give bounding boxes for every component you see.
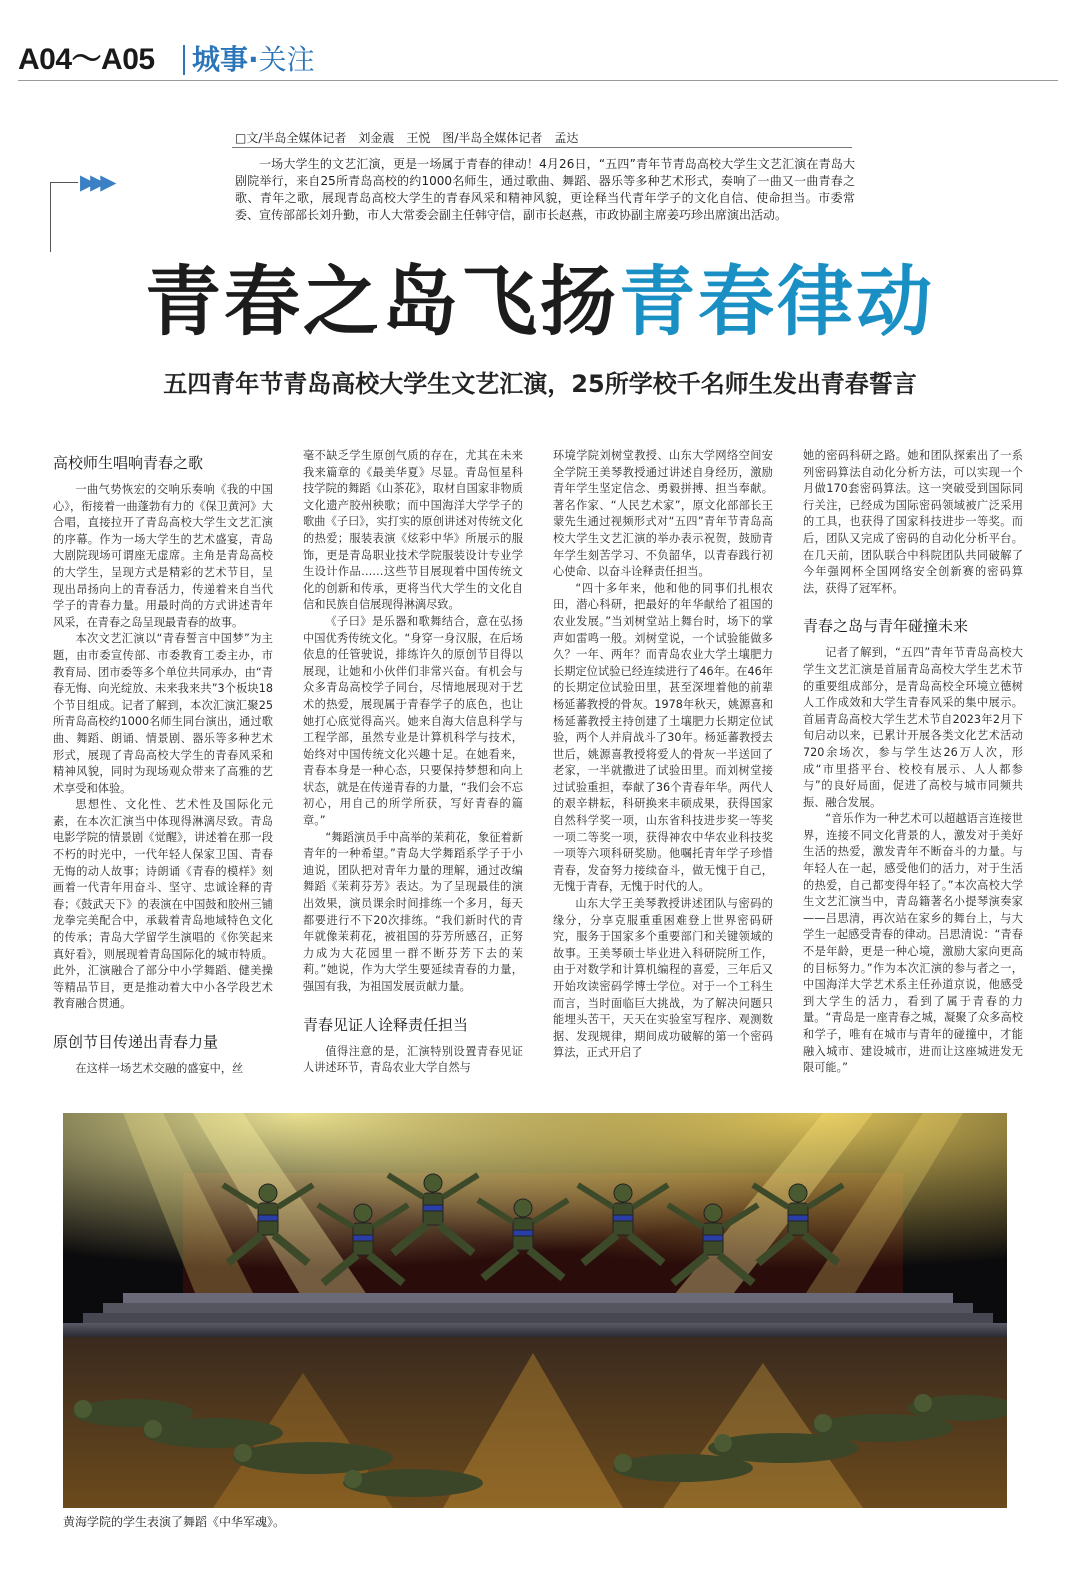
paragraph: 本次文艺汇演以“青春誓言中国梦”为主题，由市委宣传部、市委教育工委主办，市教育局、团市委等多个单位共同承办，由“青春无悔、向光绽放、未来我来共”3个板块18个节目组成。记者了解到，本次汇演汇聚25所青岛高校约1000名师生同台演出，通过歌曲、舞蹈、朗诵、情景剧、器乐等多种艺术形式，展现了青岛高校大学生的青春风采和精神风貌，同时为现场观众带来了高雅的艺术享受和体验。: [53, 632, 273, 795]
lead-bracket: [50, 182, 78, 183]
byline-rule: [232, 147, 852, 148]
arrow-icon: ▶▶▶: [80, 170, 111, 194]
paragraph: 一曲气势恢宏的交响乐奏响《我的中国心》，衔接着一曲蓬勃有力的《保卫黄河》大合唱，直接拉开了青岛高校大学生文艺汇演的序幕。作为一场大学生的艺术盛宴，青岛大剧院现场可谓座无虚席。主角是青岛高校的大学生，呈现方式是精彩的艺术节目，呈现出昂扬向上的青春活力，传递着来自当代学子的青春力量。用最时尚的方式讲述青年风采，在青春之岛呈现最青春的故事。: [53, 483, 273, 629]
section-heading: 原创节目传递出青春力量: [53, 1033, 219, 1051]
paragraph: 思想性、文化性、艺术性及国际化元素，在本次汇演当中体现得淋漓尽致。青岛电影学院的情景剧《觉醒》，讲述着在那一段不朽的时光中，一代年轻人保家卫国、青春无悔的动人故事；诗朗诵《青春的模样》刻画着一代青年用奋斗、坚守、忠诚诠释的青春；《鼓武天下》的表演在中国鼓和胶州三铺龙拳完美配合中，承载着青岛地域特色文化的传承；青岛大学留学生演唱的《你笑起来真好看》，则展现着青岛国际化的城市特质。此外，汇演融合了部分中小学舞蹈、健美操等精品节目，更是推动着大中小各学段艺术教育融合贯通。: [53, 798, 273, 1011]
performance-photo: [63, 1113, 1007, 1508]
article-column-1: [53, 448, 273, 1110]
article-column-4: [803, 448, 1023, 1110]
article-column-3: [553, 448, 773, 1110]
paragraph: 值得注意的是，汇演特别设置青春见证人讲述环节，青岛农业大学自然与: [303, 1044, 523, 1075]
byline: □文/半岛全媒体记者 刘金震 王悦 图/半岛全媒体记者 孟达: [235, 131, 579, 145]
section-heading: 青春之岛与青年碰撞未来: [803, 617, 969, 636]
article-column-2: [303, 448, 523, 1110]
section-heading: 青春见证人诠释责任担当: [303, 1015, 469, 1034]
paragraph: “音乐作为一种艺术可以超越语言连接世界，连接不同文化背景的人，激发对于美好生活的热爱，激发青年不断奋斗的力量。与年轻人在一起，感受他们的活力，对于生活的热爱，自己都变得年轻了。”本次高校大学生文艺汇演当中，青岛籍著名小提琴演奏家——吕思清，再次站在家乡的舞台上，与大学生一起感受青春的律动。吕思清说：“青春不是年龄，更是一种心境，激励大家向更高的目标努力。”作为本次汇演的参与者之一，中国海洋大学艺术系主任孙道京说，他感受到大学生的活力，看到了属于青春的力量。“青岛是一座青春之城，凝聚了众多高校和学子，唯有在城市与青年的碰撞中，才能融入城市、建设城市，进而让这座城进发无限可能。”: [803, 812, 1023, 1075]
paragraph: 毫不缺乏学生原创气质的存在，尤其在未来我来篇章的《最美华夏》尽显。青岛恒星科技学院的舞蹈《山茶花》，取材自国家非物质文化遗产胶州秧歌；而中国海洋大学学子的歌曲《子曰》，实打实的原创讲述对传统文化的热爱；服装表演《炫彩中华》所展示的服饰，更是青岛职业技术学院服装设计专业学生设计作品……这些节目展现着中国传统文化的创新和传承，更将当代大学生的文化自信和民族自信展现得淋漓尽致。: [303, 449, 523, 612]
paragraph: 记者了解到，“五四”青年节青岛高校大学生文艺汇演是首届青岛高校大学生艺术节的重要组成部分，是青岛高校全环境立德树人工作成效和大学生青春风采的集中展示。首届青岛高校大学生艺术节自2023年2月下旬启动以来，已累计开展各类文化艺术活动720余场次，参与学生达26万人次，形成“市里搭平台、校校有展示、人人都参与”的良好局面，促进了高校与城市同频共振、融合发展。: [803, 646, 1023, 809]
paragraph: 山东大学王美琴教授讲述团队与密码的缘分，分享克服重重困难登上世界密码研究，服务于国家多个重要部门和关键领域的故事。王美琴硕士毕业进入科研院所工作，由于对数学和计算机编程的喜爱，三年后又开始攻读密码学博士学位。对于一个工科生而言，当时面临巨大挑战，为了解决问题只能埋头苦干，天天在实验室写程序、观测数据、发现规律，期间成功破解的第一个密码算法，正式开启了: [553, 897, 773, 1060]
headline-part2: 青春律动: [619, 257, 935, 346]
paragraph: 《子曰》是乐器和歌舞结合，意在弘扬中国优秀传统文化。“身穿一身汉服，在后场依息的任管驶说，排练许久的原创节目得以展现，让她和小伙伴们非常兴奋。有机会与众多青岛高校学子同台，尽情地展现对于艺术的热爱，展现属于青春学子的底色，也让她打心底觉得高兴。她来自海大信息科学与工程学部，虽然专业是计算机科学与技术，始终对中国传统文化兴趣十足。在她看来，青春本身是一种心态，只要保持梦想和向上状态，就是在传递青春的力量，“我们会不忘初心，用自己的所学所获，写好青春的篇章。”: [303, 614, 523, 828]
lead-paragraph: 一场大学生的文艺汇演，更是一场属于青春的律动！4月26日，“五四”青年节青岛高校大学生文艺汇演在青岛大剧院举行，来自25所青岛高校的约1000名师生，通过歌曲、舞蹈、器乐等多种艺术形式，奏响了一曲又一曲青春之歌、青年之歌，展现青岛高校大学生的青春风采和精神风貌，更诠释当代青年学子的文化自信、使命担当。市委常委、宣传部部长刘升勤，市人大常委会副主任韩守信，副市长赵燕，市政协副主席姜巧珍出席演出活动。: [235, 157, 855, 222]
header-rule: [18, 80, 1058, 81]
lead-bracket-left: [50, 182, 51, 252]
paragraph: 在这样一场艺术交融的盛宴中，丝: [75, 1062, 244, 1075]
page-number: A04～A05: [18, 43, 155, 76]
paragraph: “舞蹈演员手中高举的茉莉花，象征着新青年的一种希望。”青岛大学舞蹈系学子于小迪说，团队把对青年力量的理解，通过改编舞蹈《茉莉芬芳》表达。为了呈现最佳的演出效果，演员课余时间排练一个多月，每天都要进行不下20次排练。“我们新时代的青年就像茉莉花，被祖国的芬芳所感召，正努力成为大花园里一群不断芬芳下去的茉莉。”她说，作为大学生要延续青春的力量，强国有我，为祖国发展贡献力量。: [303, 830, 523, 993]
subheadline: 五四青年节青岛高校大学生文艺汇演，25所学校千名师生发出青春誓言: [163, 370, 917, 398]
paragraph: 她的密码科研之路。她和团队探索出了一系列密码算法自动化分析方法，可以实现一个月做170套密码算法。这一突破受到国际同行关注，已经成为国际密码领域被广泛采用的工具，也获得了国家科技进步一等奖。而后，团队又完成了密码的自动化分析平台。在几天前，团队联合中科院团队共同破解了今年强网杯全国网络安全创新赛的密码算法，获得了冠军杯。: [803, 449, 1023, 595]
headline-part1: 青春之岛飞扬: [145, 257, 619, 346]
paragraph: “四十多年来，他和他的同事们扎根农田，潜心科研，把最好的年华献给了祖国的农业发展。”当刘树堂站上舞台时，场下的掌声如雷鸣一般。刘树堂说，一个试验能做多久？一年、两年？而青岛农业大学土壤肥力长期定位试验已经连续进行了46年。在46年的长期定位试验田里，甚至深埋着他的前辈杨延蕃教授的骨灰。1978年秋天，姚源喜和杨延蕃教授主持创建了土壤肥力长期定位试验，两个人并肩战斗了30年。杨延蕃教授去世后，姚源喜教授将爱人的骨灰一半送回了老家，一半就撒进了试验田里。而刘树堂接过试验重担，奉献了36个青春年华。两代人的艰辛耕耘，科研换来丰硕成果，获得国家自然科学奖一项，山东省科技进步奖一等奖一项二等奖一项，获得神农中华农业科技奖一项等六项科研奖励。他嘱托青年学子珍惜青春，发奋努力接续奋斗，做无愧于自己，无愧于青春，无愧于时代的人。: [553, 581, 773, 894]
headline: [0, 252, 1080, 352]
header-divider: [183, 45, 185, 75]
paragraph: 环境学院刘树堂教授、山东大学网络空间安全学院王美琴教授通过讲述自身经历，激励青年学生坚定信念、勇毅拼搏、担当奉献。著名作家、“人民艺术家”，原文化部部长王蒙先生通过视频形式对“五四”青年节青岛高校大学生文艺汇演的举办表示祝贺，鼓励青年学生刻苦学习、不负韶华，以青春践行初心使命、以奋斗诠释责任担当。: [553, 449, 773, 579]
section-name: 城事·关注: [192, 43, 315, 76]
photo-caption: 黄海学院的学生表演了舞蹈《中华军魂》。: [63, 1515, 286, 1529]
section-heading: 高校师生唱响青春之歌: [53, 454, 204, 472]
